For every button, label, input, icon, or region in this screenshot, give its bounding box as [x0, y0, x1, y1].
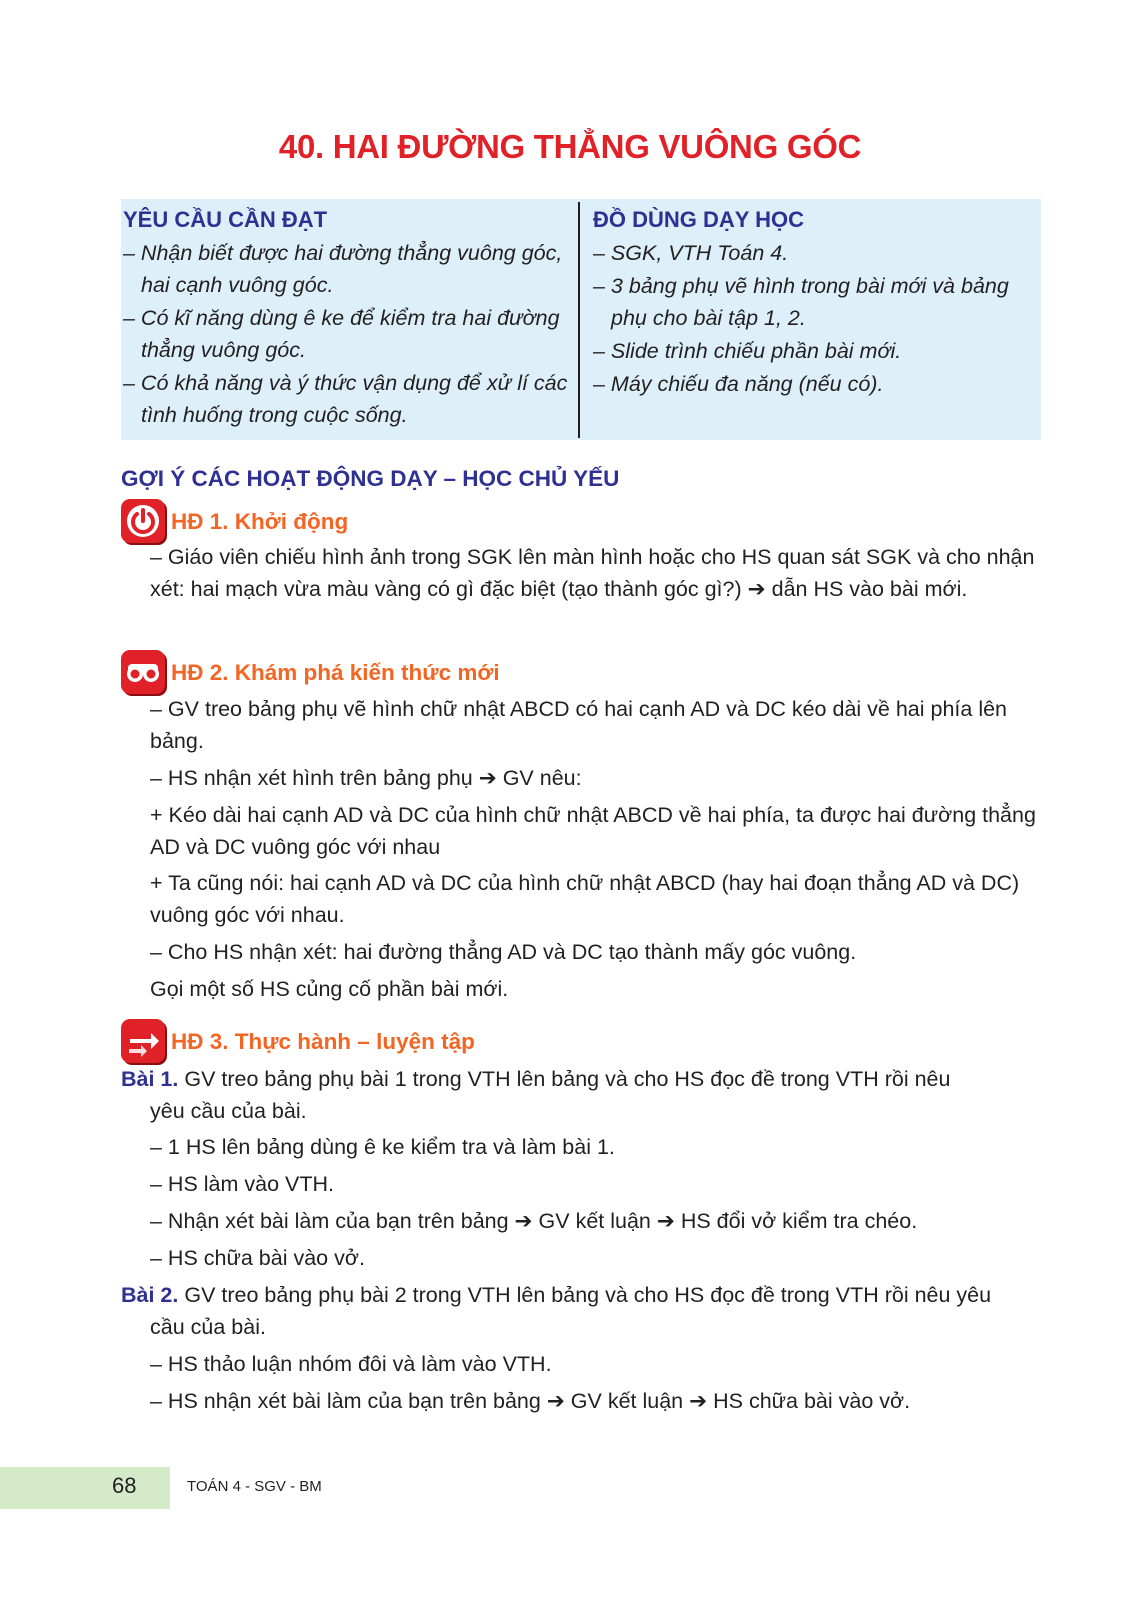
exercise-1-text: GV treo bảng phụ bài 1 trong VTH lên bảng và cho HS đọc đề trong VTH rồi nêu	[184, 1067, 951, 1091]
activity-1-label: HĐ 1. Khởi động	[171, 509, 349, 534]
exercise-2-step: – HS thảo luận nhóm đôi và làm vào VTH.	[150, 1352, 552, 1376]
activity-2-text: Gọi một số HS củng cố phần bài mới.	[150, 977, 509, 1001]
practice-arrows-icon	[121, 1019, 165, 1063]
materials-heading: ĐỒ DÙNG DẠY HỌC	[593, 207, 805, 232]
exercise-2	[121, 1279, 1041, 1343]
exercise-2-text-cont: cầu của bài.	[150, 1315, 266, 1339]
footer-band	[0, 1467, 170, 1509]
material-item: – 3 bảng phụ vẽ hình trong bài mới và bảng phụ cho bài tập 1, 2.	[593, 274, 1009, 330]
exercise-1-text-cont: yêu cầu của bài.	[150, 1099, 307, 1123]
material-item: – SGK, VTH Toán 4.	[593, 241, 789, 265]
activity-2-text: – HS nhận xét hình trên bảng phụ ➔ GV nêu:	[150, 766, 582, 790]
exercise-1	[121, 1063, 1041, 1127]
activity-2-text: + Ta cũng nói: hai cạnh AD và DC của hình chữ nhật ABCD (hay hai đoạn thẳng AD và DC) vuông góc với nhau.	[150, 871, 1020, 927]
section-heading: GỢI Ý CÁC HOẠT ĐỘNG DẠY – HỌC CHỦ YẾU	[121, 466, 620, 491]
exercise-1-label: Bài 1.	[121, 1067, 179, 1091]
activity-3-label: HĐ 3. Thực hành – luyện tập	[171, 1029, 475, 1054]
materials-column	[593, 207, 1039, 401]
activity-2-text: – Cho HS nhận xét: hai đường thẳng AD và DC tạo thành mấy góc vuông.	[150, 940, 857, 964]
exercise-1-step: – HS làm vào VTH.	[150, 1172, 334, 1196]
exercise-2-text: GV treo bảng phụ bài 2 trong VTH lên bảng và cho HS đọc đề trong VTH rồi nêu yêu	[184, 1283, 992, 1307]
requirement-item: – Nhận biết được hai đường thẳng vuông góc, hai cạnh vuông góc.	[123, 241, 563, 297]
activity-1-text: – Giáo viên chiếu hình ảnh trong SGK lên màn hình hoặc cho HS quan sát SGK và cho nhận xét: hai mạch vừa màu vàng có gì đặc biệt (tạo thành góc gì?) ➔ dẫn HS vào bài mới.	[150, 545, 1035, 601]
material-item: – Máy chiếu đa năng (nếu có).	[593, 372, 884, 396]
requirement-item: – Có kĩ năng dùng ê ke để kiểm tra hai đường thẳng vuông góc.	[123, 306, 560, 362]
exercise-1-step: – Nhận xét bài làm của bạn trên bảng ➔ GV kết luận ➔ HS đổi vở kiểm tra chéo.	[150, 1209, 918, 1233]
requirements-heading: YÊU CẦU CẦN ĐẠT	[123, 207, 328, 232]
requirement-item: – Có khả năng và ý thức vận dụng để xử lí các tình huống trong cuộc sống.	[123, 371, 568, 427]
exercise-1-step: – HS chữa bài vào vở.	[150, 1246, 365, 1270]
requirements-column	[123, 207, 571, 432]
exercise-2-label: Bài 2.	[121, 1283, 179, 1307]
activity-2-text: + Kéo dài hai cạnh AD và DC của hình chữ nhật ABCD về hai phía, ta được hai đường thẳng AD và DC vuông góc với nhau	[150, 803, 1036, 859]
exercise-2-step: – HS nhận xét bài làm của bạn trên bảng ➔ GV kết luận ➔ HS chữa bài vào vở.	[150, 1389, 911, 1413]
activity-2-text: – GV treo bảng phụ vẽ hình chữ nhật ABCD có hai cạnh AD và DC kéo dài về hai phía lên bảng.	[150, 697, 1008, 753]
exercise-1-step: – 1 HS lên bảng dùng ê ke kiểm tra và làm bài 1.	[150, 1135, 615, 1159]
book-title: TOÁN 4 - SGV - BM	[187, 1478, 322, 1495]
material-item: – Slide trình chiếu phần bài mới.	[593, 339, 902, 363]
power-icon	[121, 499, 165, 543]
activity-2-label: HĐ 2. Khám phá kiến thức mới	[171, 660, 500, 685]
binoculars-icon	[121, 650, 165, 694]
page-number: 68	[112, 1473, 137, 1498]
page-title: 40. HAI ĐƯỜNG THẲNG VUÔNG GÓC	[278, 128, 862, 165]
column-divider	[578, 202, 580, 438]
